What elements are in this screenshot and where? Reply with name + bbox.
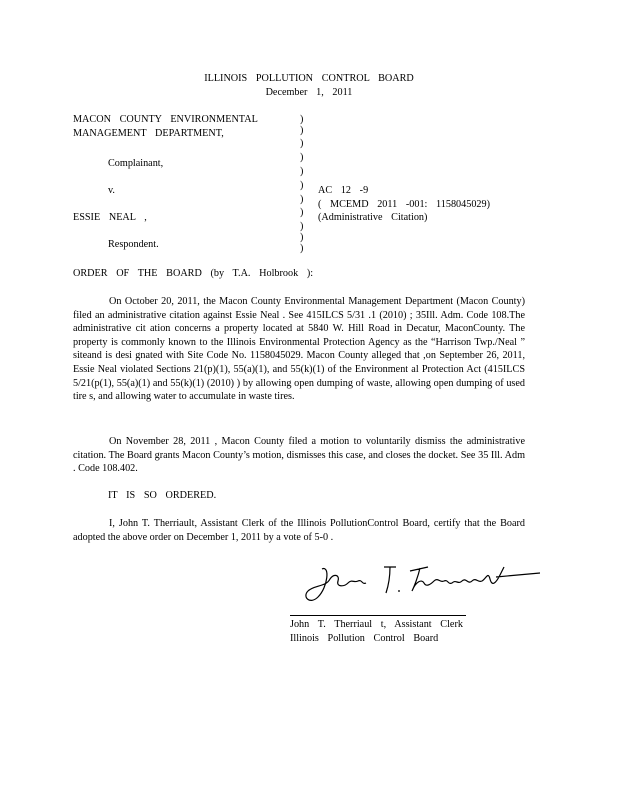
caption-paren: )	[300, 125, 304, 136]
caption-paren: )	[300, 166, 304, 177]
body-paragraph-2	[73, 435, 525, 476]
versus-label: v.	[108, 185, 115, 196]
handwritten-signature	[300, 557, 545, 607]
caption-paren: )	[300, 194, 304, 205]
paragraph-text: On October 20, 2011, the Macon County Environmental Management Department (Macon County) filed an administrative citation against Essie Neal . See 415ILCS 5/31 .1 (2010) ; 35Ill. Adm. Code 108.The administrative cit ation concerns a property located at 5840 W. Hill Road in Decatur, MaconCounty. The property is commonly known to the Illinois Environmental Protection Agency as the “Harrison Twp./Neal ” siteand is desi gnated with Site Code No. 1158045029. Macon County alleged that ,on September 26, 2011, Essie Neal violated Sections 21(p)(1), 55(a)(1), and 55(k)(1) of the Environment al Protection Act (415ILCS 5/21(p(1), 55(a)(1) and 55(k)(1) (2010) ) by allowing open dumping of waste, allowing open dumping of used tire s, and allowing water to accumulate in waste tires.	[73, 296, 525, 403]
caption-paren: )	[300, 232, 304, 243]
respondent-label: Respondent.	[108, 239, 159, 250]
caption-paren: )	[300, 207, 304, 218]
site-code: ( MCEMD 2011 -001: 1158045029)	[318, 199, 491, 210]
paragraph-text: On November 28, 2011 , Macon County filed a motion to voluntarily dismiss the administrative citation. The Board grants Macon County’s motion, dismisses this case, and closes the docket. See 35 Ill. Adm . Code 108.402.	[73, 436, 525, 475]
case-type: (Administrative Citation)	[318, 212, 428, 223]
complainant-name-line2: MANAGEMENT DEPARTMENT,	[73, 128, 224, 139]
certification-text: I, John T. Therriault, Assistant Clerk of the Illinois PollutionControl Board, certify that the Board adopted the above order on December 1, 2011 by a vote of 5-0 .	[73, 518, 525, 543]
caption-paren: )	[300, 243, 304, 254]
complainant-label: Complainant,	[108, 158, 164, 169]
caption-paren: )	[300, 152, 304, 163]
caption-paren: )	[300, 138, 304, 149]
signature-line	[290, 615, 466, 616]
case-number: AC 12 -9	[318, 185, 369, 196]
signer-name-title: John T. Therriaul t, Assistant Clerk	[290, 619, 463, 630]
body-paragraph-1	[73, 295, 525, 404]
agency-title: ILLINOIS POLLUTION CONTROL BOARD	[204, 73, 414, 84]
order-date: December 1, 2011	[265, 87, 353, 98]
caption-paren: )	[300, 114, 304, 125]
complainant-name-line1: MACON COUNTY ENVIRONMENTAL	[73, 114, 258, 125]
caption-paren: )	[300, 180, 304, 191]
order-heading: ORDER OF THE BOARD (by T.A. Holbrook ):	[73, 268, 314, 279]
certification-paragraph	[73, 517, 525, 544]
signer-board: Illinois Pollution Control Board	[290, 633, 439, 644]
so-ordered: IT IS SO ORDERED.	[108, 490, 217, 501]
respondent-name: ESSIE NEAL ,	[73, 212, 147, 223]
caption-paren: )	[300, 221, 304, 232]
